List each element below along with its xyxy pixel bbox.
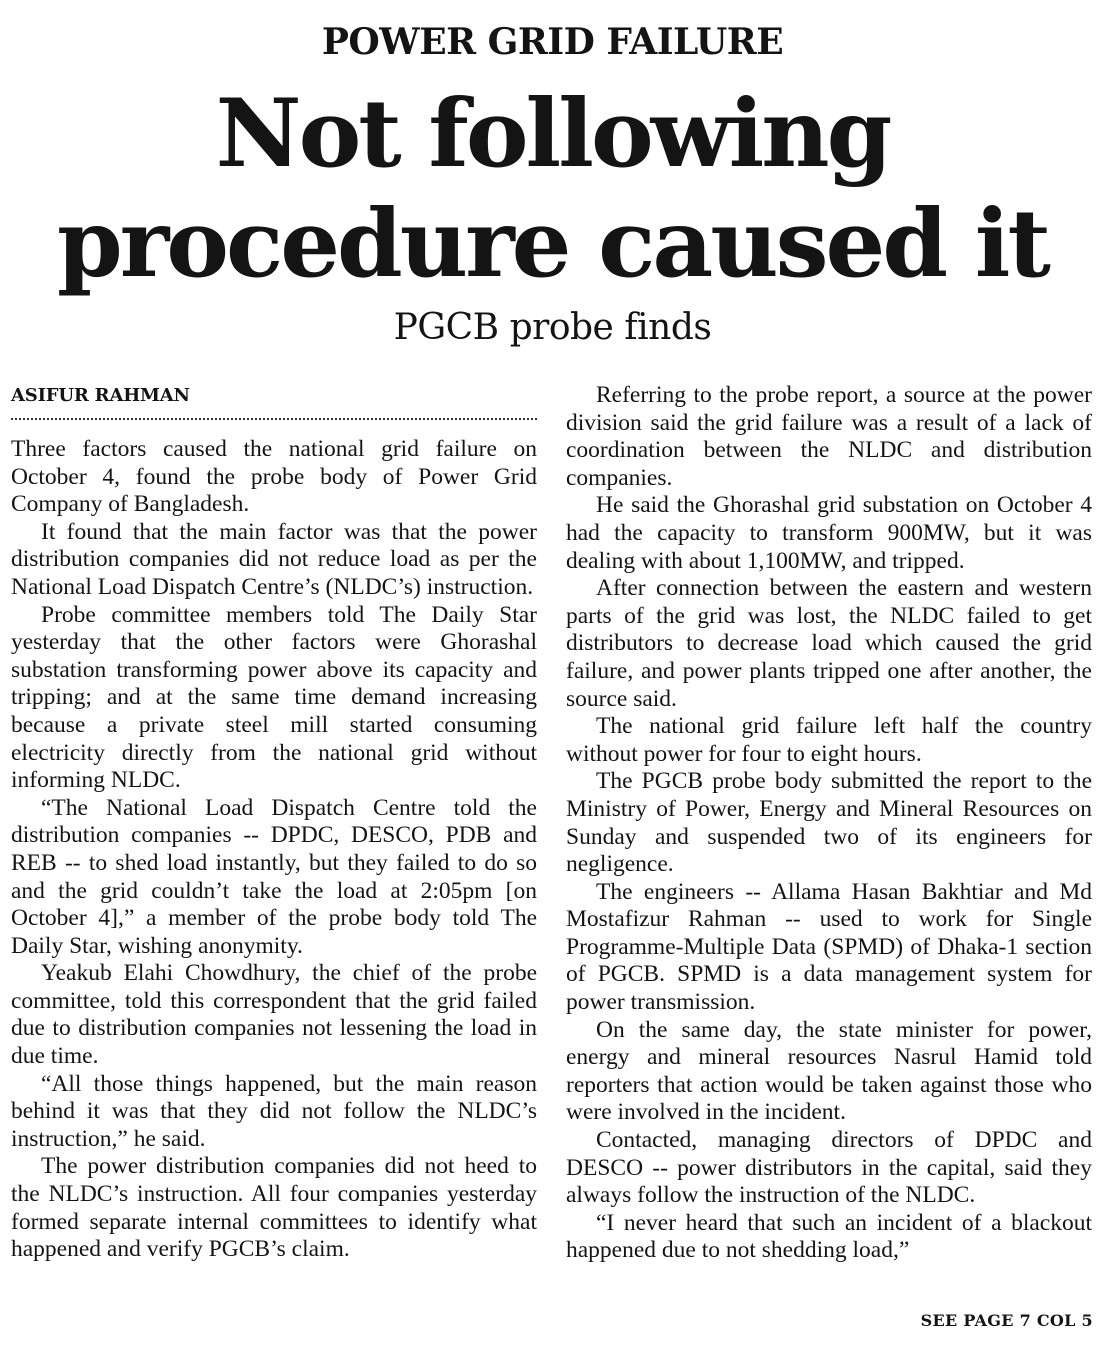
paragraph: The PGCB probe body submitted the report to the Ministry of Power, Energy and Mineral Resources on Sunday and suspended two of its engineers for negligence. <box>566 768 1092 878</box>
headline-line-2: procedure caused it <box>57 189 1048 299</box>
continuation-jump: SEE PAGE 7 COL 5 <box>920 1311 1093 1330</box>
paragraph: The engineers -- Allama Hasan Bakhtiar and Md Mostafizur Rahman -- used to work for Single Programme-Multiple Data (SPMD) of Dhaka-1 section of PGCB. SPMD is a data management system for power transmission. <box>566 878 1092 1016</box>
paragraph: The national grid failure left half the country without power for four to eight hours. <box>566 713 1092 767</box>
paragraph: “The National Load Dispatch Centre told the distribution companies -- DPDC, DESCO, PDB and REB -- to shed load instantly, but they failed to do so and the grid couldn’t take the load at 2:05pm [on October 4],” a member of the probe body told The Daily Star, wishing anonymity. <box>11 794 537 959</box>
paragraph: On the same day, the state minister for power, energy and mineral resources Nasrul Hamid told reporters that action would be taken against those who were involved in the incident. <box>566 1016 1092 1126</box>
paragraph: “All those things happened, but the main reason behind it was that they did not follow the NLDC’s instruction,” he said. <box>11 1070 537 1152</box>
deck: PGCB probe finds <box>393 307 712 348</box>
paragraph: He said the Ghorashal grid substation on October 4 had the capacity to transform 900MW, but it was dealing with about 1,100MW, and tripped. <box>566 492 1092 574</box>
byline-rule <box>11 418 537 420</box>
paragraph: The power distribution companies did not heed to the NLDC’s instruction. All four companies yesterday formed separate internal committees to identify what happened and verify PGCB’s claim. <box>11 1153 537 1263</box>
paragraph: Contacted, managing directors of DPDC and DESCO -- power distributors in the capital, said they always follow the instruction of the NLDC. <box>566 1127 1092 1209</box>
right-column <box>566 382 1092 1265</box>
paragraph: Three factors caused the national grid failure on October 4, found the probe body of Power Grid Company of Bangladesh. <box>11 436 537 518</box>
byline: ASIFUR RAHMAN <box>11 385 190 406</box>
paragraph: Yeakub Elahi Chowdhury, the chief of the probe committee, told this correspondent that the grid failed due to distribution companies not lessening the load in due time. <box>11 960 537 1070</box>
paragraph: It found that the main factor was that the power distribution companies did not reduce load as per the National Load Dispatch Centre’s (NLDC’s) instruction. <box>11 518 537 600</box>
paragraph: Referring to the probe report, a source at the power division said the grid failure was a result of a lack of coordination between the NLDC and distribution companies. <box>566 382 1092 491</box>
kicker: POWER GRID FAILURE <box>321 21 784 63</box>
left-column <box>11 436 537 1264</box>
paragraph: “I never heard that such an incident of a blackout happened due to not shedding load,” <box>566 1209 1092 1264</box>
headline-line-1: Not following <box>215 79 890 189</box>
paragraph: After connection between the eastern and western parts of the grid was lost, the NLDC failed to get distributors to decrease load which caused the grid failure, and power plants tripped one after another, the source said. <box>566 575 1092 712</box>
paragraph: Probe committee members told The Daily Star yesterday that the other factors were Ghorashal substation transforming power above its capacity and tripping; and at the same time demand increasing because a private steel mill started consuming electricity directly from the national grid without informing NLDC. <box>11 601 537 794</box>
